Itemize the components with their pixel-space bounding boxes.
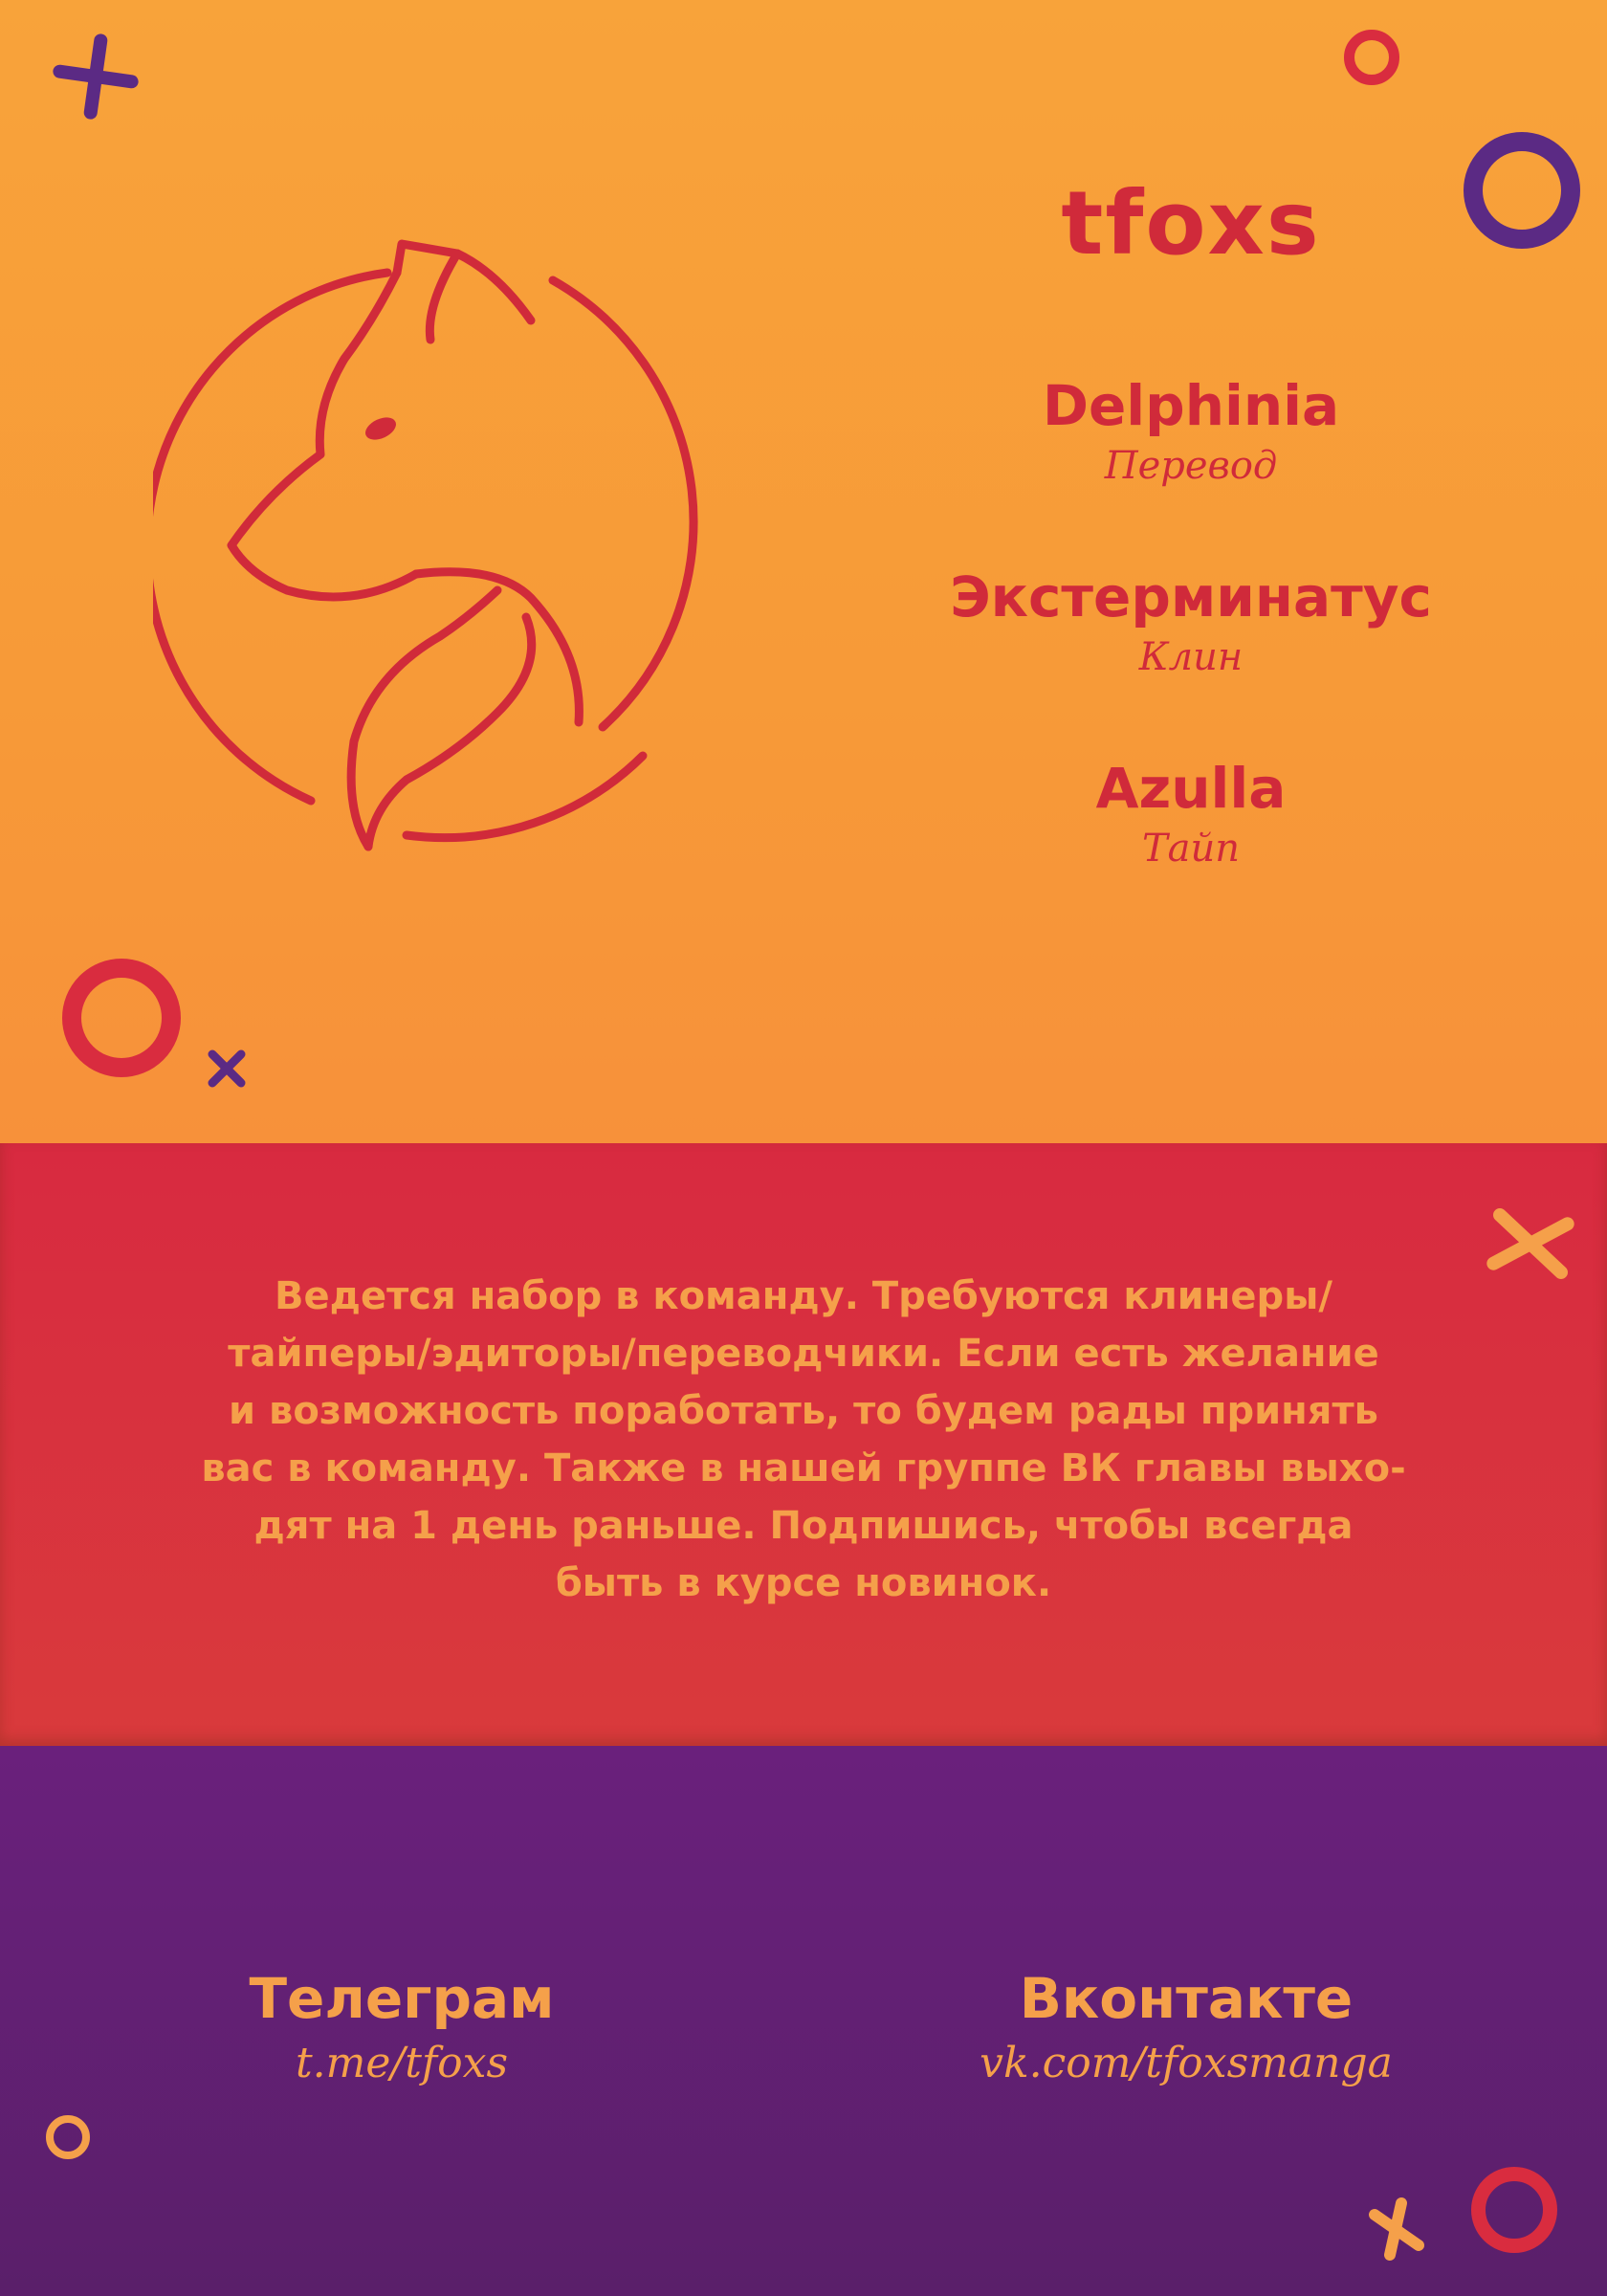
credit-name: Azulla: [1095, 756, 1287, 821]
vk-contact: [918, 1966, 1454, 2087]
ring-icon: [1471, 2167, 1557, 2253]
recruitment-text: Ведется набор в команду. Требуются клинеры/ тайперы/эдиторы/переводчики. Если есть желание и возможность поработать, то будем рады принять вас в команду. Также в нашей группе ВК главы выхо- дят на 1 день раньше. Подпишись, чтобы всегда быть в курсе новинок.: [201, 1274, 1406, 1605]
vk-link[interactable]: vk.com/tfoxsmanga: [980, 2039, 1393, 2087]
credit-typesetter: [909, 756, 1473, 871]
cross-icon: [1363, 2196, 1430, 2263]
cross-icon: [203, 1045, 251, 1093]
vk-title: Вконтакте: [1019, 1966, 1354, 2031]
brand-title: tfoxs: [1061, 172, 1321, 275]
telegram-contact: [210, 1966, 593, 2087]
credit-name: Delphinia: [1042, 373, 1340, 438]
credit-role: Перевод: [1104, 444, 1278, 488]
ring-icon: [62, 959, 181, 1077]
telegram-title: Телеграм: [249, 1966, 555, 2031]
credit-role: Клин: [1138, 635, 1244, 679]
credit-role: Тайп: [1141, 827, 1241, 871]
ring-icon: [1344, 30, 1399, 85]
ring-icon: [1464, 132, 1580, 249]
ring-icon: [46, 2115, 90, 2159]
plus-icon: [48, 29, 143, 124]
cross-icon: [1483, 1201, 1578, 1287]
credit-cleaner: [909, 564, 1473, 679]
fox-logo-icon: [153, 234, 746, 894]
credit-name: Экстерминатус: [950, 564, 1432, 629]
top-panel: [0, 0, 1607, 1143]
telegram-link[interactable]: t.me/tfoxs: [295, 2039, 509, 2087]
credit-translator: [909, 373, 1473, 488]
